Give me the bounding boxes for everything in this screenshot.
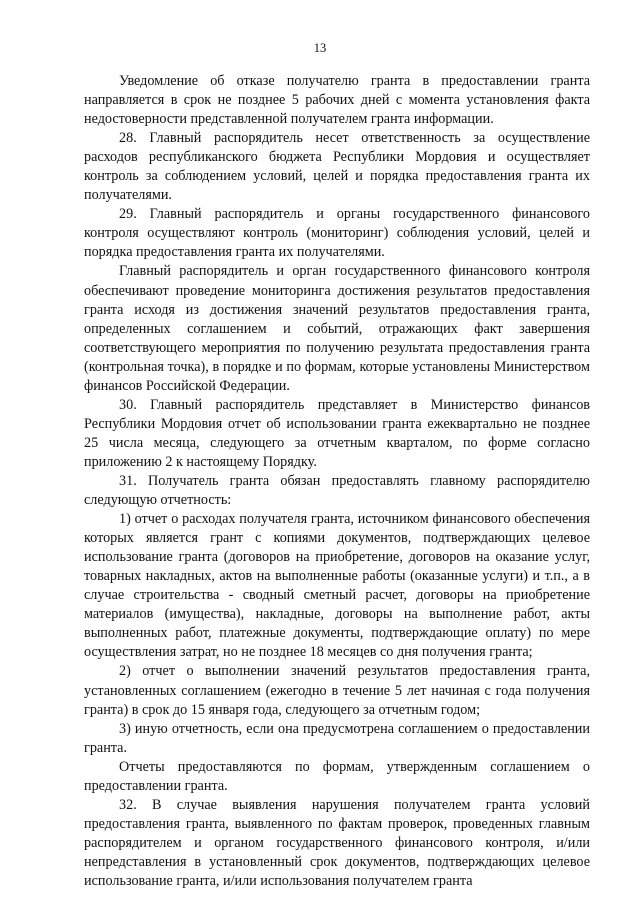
- paragraph-refusal-notice: Уведомление об отказе получателю гранта в предоставлении гранта направляется в срок не позднее 5 рабочих дней с момента установления факта недостоверности представленной получателем гранта информации.: [84, 73, 590, 128]
- list-item-3: 3) иную отчетность, если она предусмотрена соглашением о предоставлении гранта.: [84, 720, 590, 756]
- paragraph-31: 31. Получатель гранта обязан предоставлять главному распорядителю следующую отчетность:: [84, 472, 590, 509]
- page-number: 13: [313, 41, 327, 55]
- list-item-2: 2) отчет о выполнении значений результатов предоставления гранта, установленных соглашением (ежегодно в течение 5 лет начиная с года получения гранта) в срок до 15 января года, следующего за отчетным годом;: [84, 663, 590, 718]
- list-item-1: 1) отчет о расходах получателя гранта, источником финансового обеспечения которых является грант с копиями документов, подтверждающих целевое использование гранта (договоров на приобретение, договоров на оказание услуг, товарных накладных, актов на выполненные работы (оказанные услуги) и т.п., а в случае строительства - сводный сметный расчет, договоры на приобретение материалов (имущества), накладные, договоры на выполнение работ, акты выполненных работ, платежные документы, подтверждающие оплату) по мере осуществления затрат, но не позднее 18 месяцев со дня получения гранта;: [84, 511, 590, 661]
- paragraph-30: 30. Главный распорядитель представляет в Министерство финансов Республики Мордовия отчет об использовании гранта ежеквартально не позднее 25 числа месяца, следующего за отчетным кварталом, по форме согласно приложению 2 к настоящему Порядку.: [84, 396, 590, 470]
- paragraph-report-forms: Отчеты предоставляются по формам, утвержденным соглашением о предоставлении гранта.: [84, 758, 590, 794]
- paragraph-28: 28. Главный распорядитель несет ответственность за осуществление расходов республиканского бюджета Республики Мордовия и осуществляет контроль за соблюдением условий, целей и порядка предоставления гранта их получателями.: [84, 130, 590, 204]
- paragraph-29: 29. Главный распорядитель и органы государственного финансового контроля осуществляют контроль (мониторинг) соблюдения условий, целей и порядка предоставления гранта их получателями.: [84, 206, 590, 261]
- document-body: [84, 72, 590, 891]
- paragraph-monitoring: Главный распорядитель и орган государственного финансового контроля обеспечивают проведение мониторинга достижения результатов предоставления гранта исходя из достижения значений результатов предоставления гранта, определенных соглашением и событий, отражающих факт завершения соответствующего мероприятия по получению результата предоставления гранта (контрольная точка), в порядке и по формам, которые установлены Министерством финансов Российской Федерации.: [84, 263, 590, 394]
- paragraph-32: 32. В случае выявления нарушения получателем гранта условий предоставления гранта, выявленного по фактам проверок, проведенных главным распорядителем и органом государственного финансового контроля, и/или непредставления в установленный срок документов, подтверждающих целевое использование гранта, и/или использования получателем гранта: [84, 796, 590, 889]
